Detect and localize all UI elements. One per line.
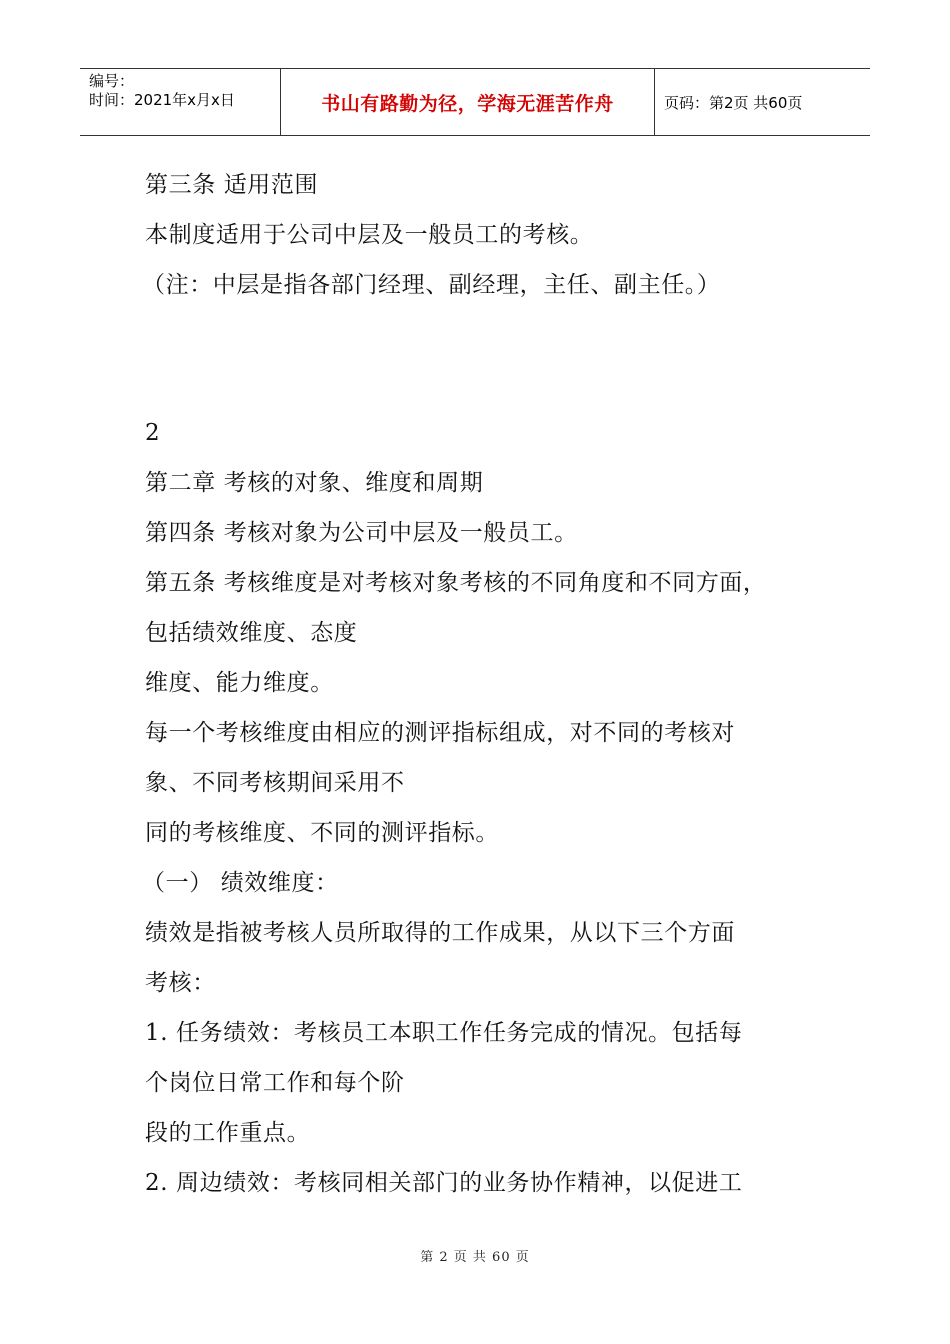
section-heading: （一） 绩效维度： [142,870,339,896]
article-heading: 第五条 考核维度是对考核对象考核的不同角度和不同方面， [145,570,767,596]
motto-text: 书山有路勤为径，学海无涯苦作舟 [321,92,614,115]
page-header [80,68,870,136]
paragraph-line: 个岗位日常工作和每个阶 [145,1070,405,1096]
paragraph-line: 维度、能力维度。 [145,670,334,696]
chapter-heading: 第二章 考核的对象、维度和周期 [145,470,484,496]
header-meta-cell [80,69,281,135]
paragraph-line: 每一个考核维度由相应的测评指标组成，对不同的考核对 [145,720,735,746]
page-info: 页码：第2页 共60页 [664,93,803,112]
paragraph-line: 同的考核维度、不同的测评指标。 [145,820,499,846]
paragraph-line: 绩效是指被考核人员所取得的工作成果，从以下三个方面 [145,920,735,946]
header-page-cell [655,69,870,135]
page-number-marker: 2 [145,420,161,446]
list-item: 2. 周边绩效：考核同相关部门的业务协作精神，以促进工 [145,1170,743,1196]
header-motto-cell [281,69,655,135]
paragraph-line: 包括绩效维度、态度 [145,620,358,646]
serial-label: 编号： [89,72,135,90]
note-line: （注：中层是指各部门经理、副经理，主任、副主任。） [142,272,721,298]
time-label: 时间：2021年x月x日 [89,91,235,109]
paragraph-line: 本制度适用于公司中层及一般员工的考核。 [145,222,594,248]
paragraph-line: 考核： [145,970,216,996]
article-heading: 第三条 适用范围 [145,172,319,198]
article-heading: 第四条 考核对象为公司中层及一般员工。 [145,520,578,546]
paragraph-line: 段的工作重点。 [145,1120,311,1146]
page-footer: 第 2 页 共 60 页 [420,1250,530,1265]
list-item: 1. 任务绩效：考核员工本职工作任务完成的情况。包括每 [145,1020,743,1046]
paragraph-line: 象、不同考核期间采用不 [145,770,405,796]
